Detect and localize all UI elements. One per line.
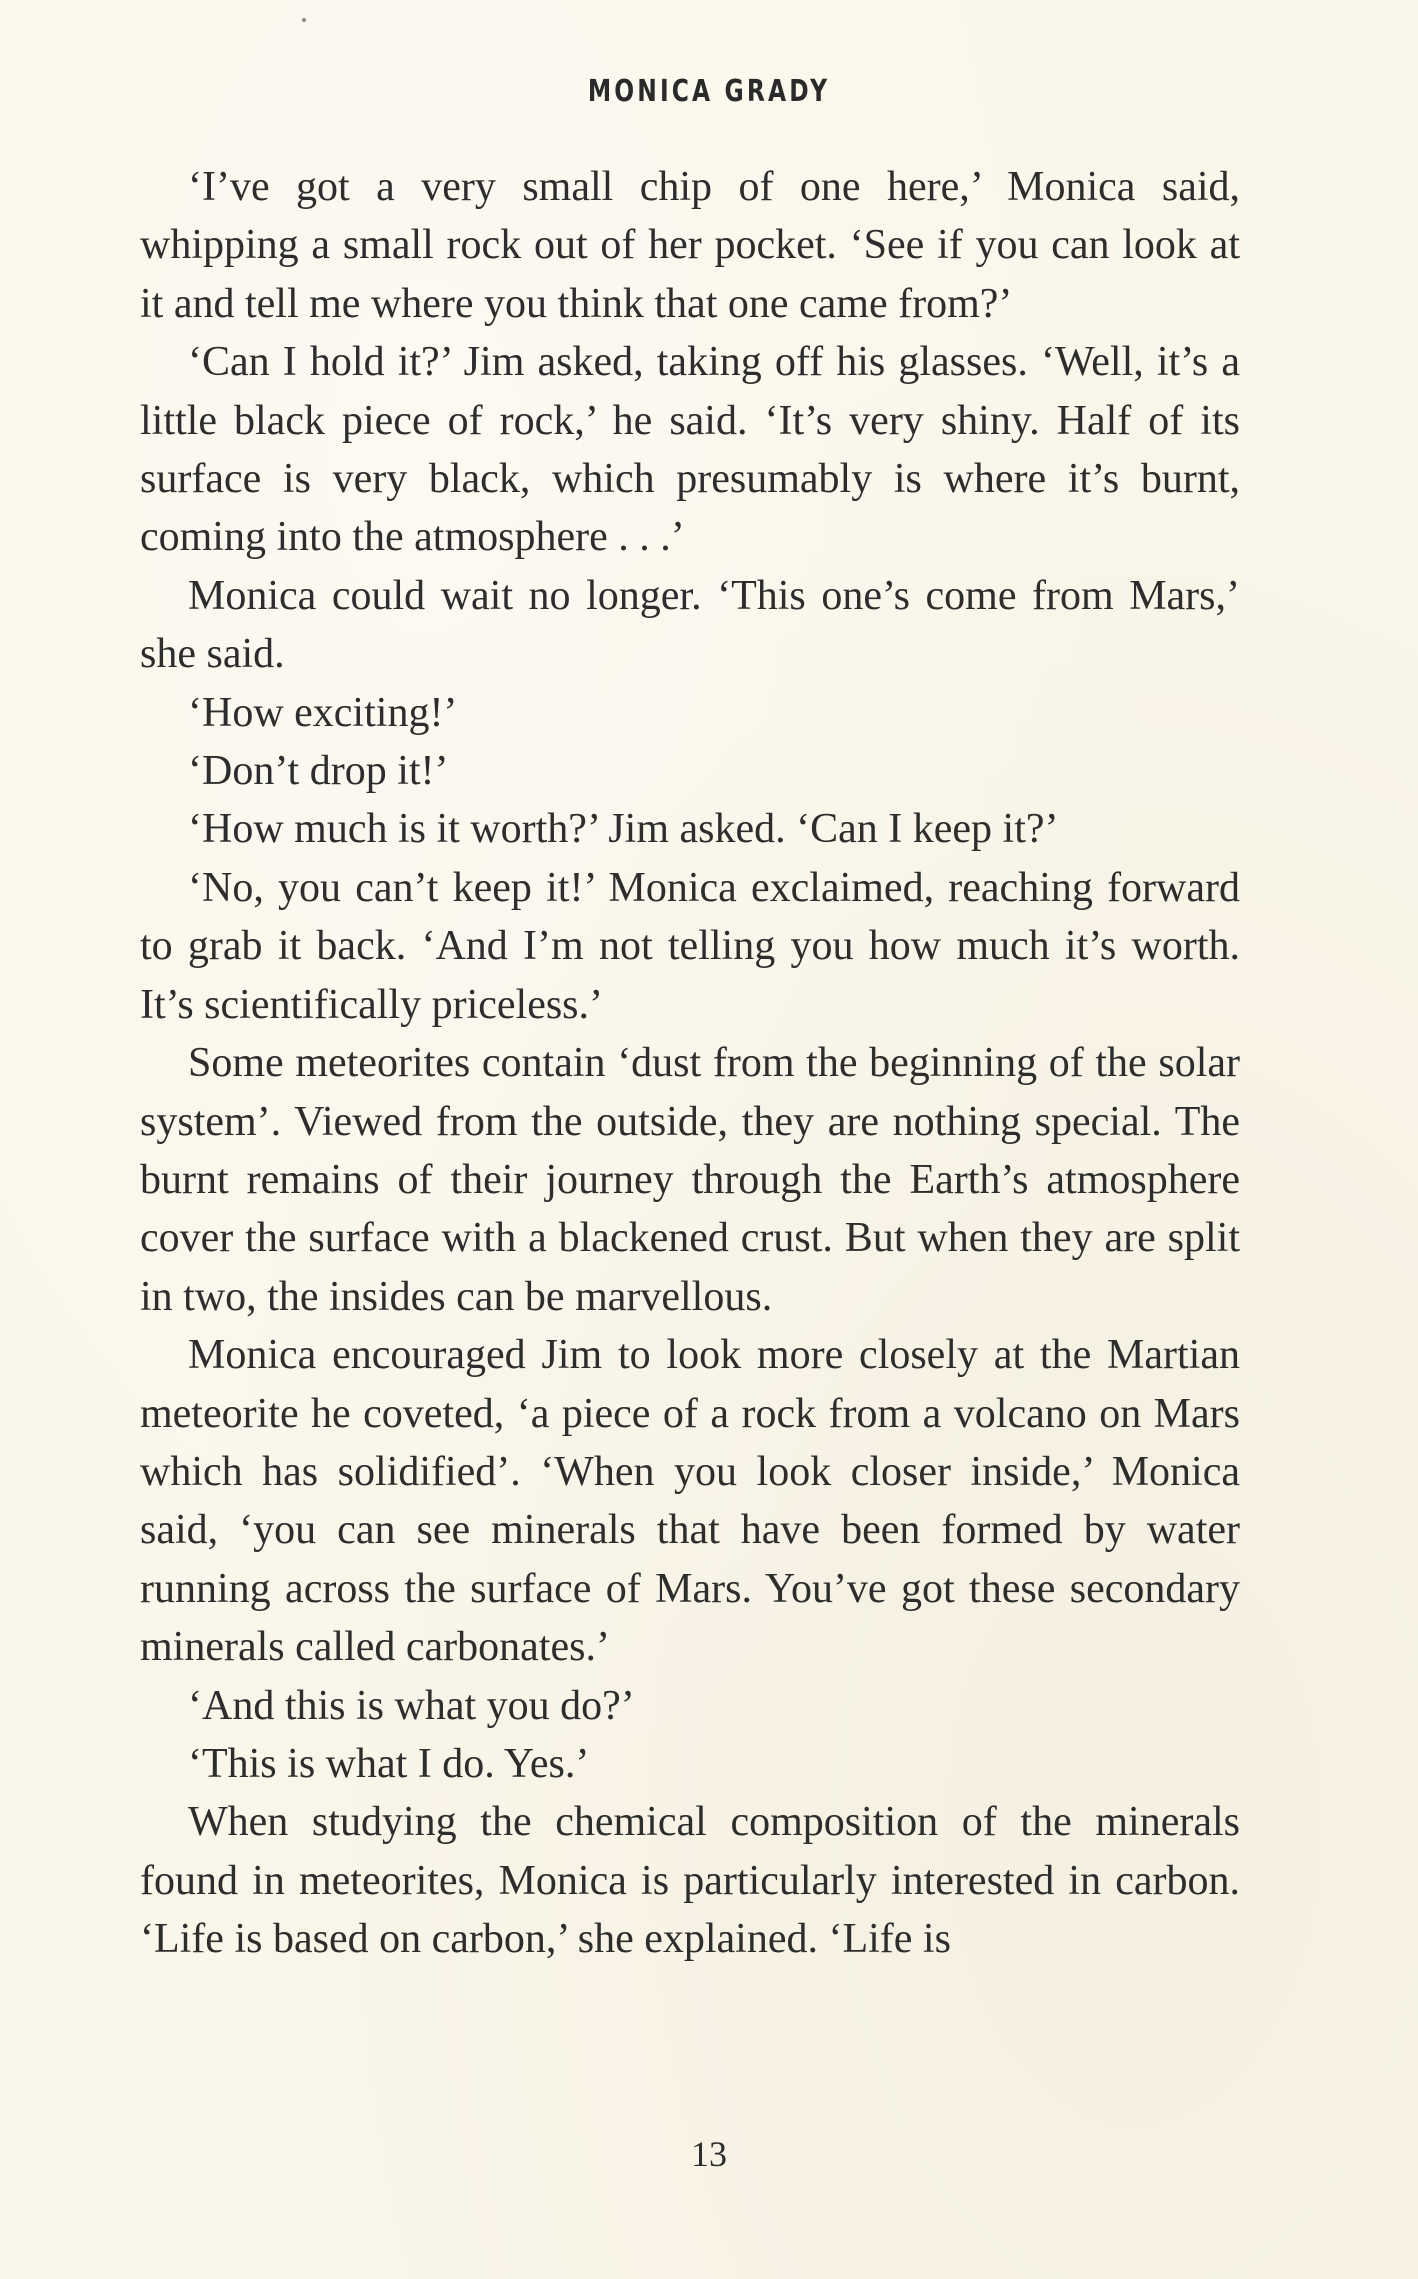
paragraph-9: Monica encouraged Jim to look more closely at the Martian meteorite he coveted, ‘a piece of a rock from a volcano on Mars which has solidified’. ‘When you look closer inside,’ Monica said, ‘you can see minerals that have been formed by water running across the surface of Mars. You’ve got these secondary minerals called carbonates.’ bbox=[140, 1332, 1240, 1671]
paragraph-6: ‘How much is it worth?’ Jim asked. ‘Can I keep it?’ bbox=[188, 806, 1059, 853]
paragraph-12: When studying the chemical composition of the minerals found in meteorites, Monica is particularly interested in carbon. ‘Life is based on carbon,’ she explained. ‘Life is bbox=[140, 1799, 1240, 1963]
page-number: 13 bbox=[691, 2134, 727, 2174]
paragraph-1: ‘I’ve got a very small chip of one here,’ Monica said, whipping a small rock out of her pocket. ‘See if you can look at it and tell me where you think that one came from?’ bbox=[140, 164, 1240, 327]
body-text bbox=[140, 158, 1240, 1969]
paragraph-2: ‘Can I hold it?’ Jim asked, taking off his glasses. ‘Well, it’s a little black piece of rock,’ he said. ‘It’s very shiny. Half of its surface is very black, which presumably is where it’s burnt, coming into the atmosphere . . .’ bbox=[140, 339, 1240, 561]
running-head: MONICA GRADY bbox=[587, 74, 831, 109]
paragraph-3: Monica could wait no longer. ‘This one’s come from Mars,’ she said. bbox=[140, 572, 1240, 678]
paragraph-5: ‘Don’t drop it!’ bbox=[188, 748, 449, 795]
paragraph-7: ‘No, you can’t keep it!’ Monica exclaimed, reaching forward to grab it back. ‘And I’m not telling you how much it’s worth. It’s scientifically priceless.’ bbox=[140, 864, 1240, 1028]
paragraph-11: ‘This is what I do. Yes.’ bbox=[188, 1740, 590, 1787]
paragraph-10: ‘And this is what you do?’ bbox=[188, 1682, 635, 1729]
page-speck bbox=[302, 18, 306, 22]
paragraph-8: Some meteorites contain ‘dust from the beginning of the solar system’. Viewed from the outside, they are nothing special. The burnt remains of their journey through the Earth’s atmosphere cover the surface with a blackened crust. But when they are split in two, the insides can be marvellous. bbox=[140, 1040, 1240, 1320]
paragraph-4: ‘How exciting!’ bbox=[188, 689, 458, 736]
